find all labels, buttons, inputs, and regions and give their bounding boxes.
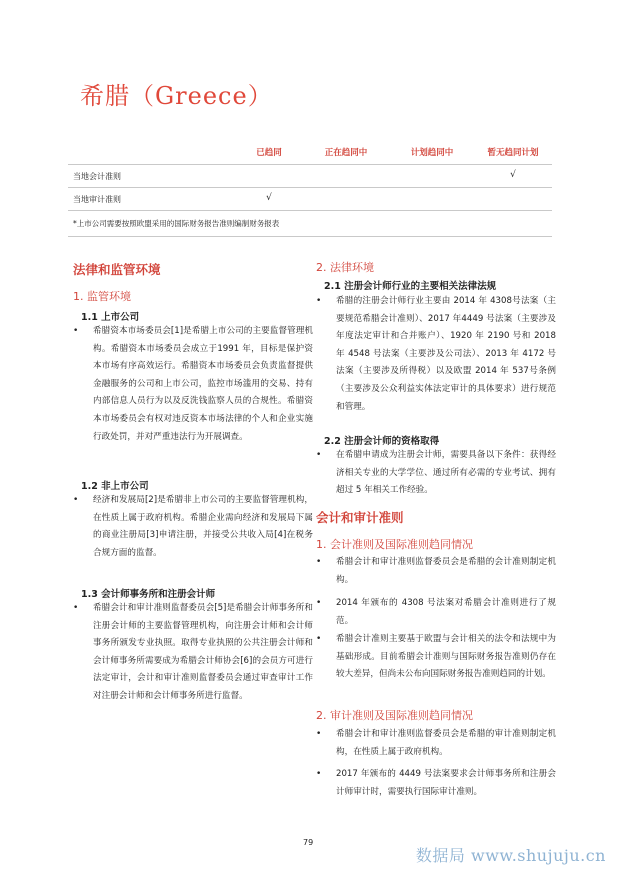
check-mark-icon: √ [510,170,516,180]
list-item: • 希腊资本市场委员会[1]是希腊上市公司的主要监督管理机构。希腊资本市场委员会成立于1991 年，目标是保护资本市场有序高效运行。希腊资本市场委员会负责监督提供金融服务的公司和上市公司，监控市场滥用的交易、持有内部信息人员行为以及反洗钱监察人员的合规性。希腊资本市场委员会有权对违反资本市场法律的个人和企业实施行政处罚，并对严重违法行为开展调查。 [73,323,313,446]
column-header-converged: 已趋同 [256,148,282,158]
page-number: 79 [303,838,314,847]
column-header-planned: 计划趋同中 [410,148,454,158]
list-item: • 经济和发展局[2]是希腊非上市公司的主要监督管理机构，在性质上属于政府机构。希腊企业需向经济和发展局下属的商业注册局[3]申请注册，并接受公共收入局[4]在税务合规方面的监督。 [73,492,313,562]
list-item: • 希腊会计和审计准则监督委员会是希腊的审计准则制定机构，在性质上属于政府机构。 [316,726,556,761]
subsubsection-title: 2.1 注册会计师行业的主要相关法律法规 [324,281,497,292]
subsection-title: 2. 审计准则及国际准则趋同情况 [316,709,473,722]
table-row [68,165,552,188]
table-header [68,142,552,165]
bullet-icon: • [73,603,79,613]
column-header-no-plan: 暂无趋同计划 [487,148,539,158]
bullet-icon: • [316,769,322,779]
subsection-title: 1. 监管环境 [73,290,131,303]
convergence-status-table [68,142,552,211]
subsection-title: 1. 会计准则及国际准则趋同情况 [316,538,473,551]
bullet-icon: • [316,598,322,608]
list-item: • 2014 年颁布的 4308 号法案对希腊会计准则进行了规范。 [316,595,556,630]
column-header-converging: 正在趋同中 [324,148,368,158]
row-label-auditing: 当地审计准则 [73,195,121,204]
list-item: • 希腊会计准则主要基于欧盟与会计相关的法令和法规中为基础形成。目前希腊会计准则与国际财务报告准则仍存在较大差异，但尚未公布向国际财务报告准则趋同的计划。 [316,631,556,684]
section-title-legal: 法律和监管环境 [73,262,161,277]
bullet-icon: • [73,495,79,505]
table-row [68,188,552,211]
bullet-icon: • [316,729,322,739]
bullet-icon: • [73,326,79,336]
subsubsection-title: 1.2 非上市公司 [81,481,149,492]
row-label-accounting: 当地会计准则 [73,172,121,181]
subsubsection-title: 1.1 上市公司 [81,312,140,323]
list-item: • 希腊的注册会计师行业主要由 2014 年 4308号法案（主要规范希腊会计准则）、2017 年4449 号法案（主要涉及年度法定审计和合并账户）、1920 年 2190 号和 2018 年 4548 号法案（主要涉及公司法）、2013 年 4172 号法案（主要涉及所得税）以及欧盟 2014 年 537号条例（主要涉及公众利益实体法定审计的具体要求）进行规范和管理。 [316,293,556,416]
list-item: • 希腊会计和审计准则监督委员会是希腊的会计准则制定机构。 [316,554,556,589]
check-mark-icon: √ [266,193,272,203]
subsection-title: 2. 法律环境 [316,261,374,274]
bullet-icon: • [316,296,322,306]
bullet-icon: • [316,450,322,460]
list-item: • 2017 年颁布的 4449 号法案要求会计师事务所和注册会计师审计时，需要执行国际审计准则。 [316,766,556,801]
section-title-standards: 会计和审计准则 [316,510,404,525]
subsubsection-title: 2.2 注册会计师的资格取得 [324,436,440,447]
subsubsection-title: 1.3 会计师事务所和注册会计师 [81,589,216,600]
bullet-icon: • [316,634,322,644]
page-title: 希腊（Greece） [80,82,273,110]
watermark: 数据局 www.shujuju.cn [415,846,606,865]
list-item: • 希腊会计和审计准则监督委员会[5]是希腊会计师事务所和注册会计师的主要监督管理机构，向注册会计师和会计师事务所颁发专业执照。取得专业执照的公共注册会计师和会计师事务所需要成为希腊会计师协会[6]的会员方可进行法定审计，会计和审计准则监督委员会通过审查审计工作对注册会计师和会计师事务所进行监督。 [73,600,313,706]
list-item: • 在希腊申请成为注册会计师，需要具备以下条件：获得经济相关专业的大学学位、通过所有必需的专业考试、拥有超过 5 年相关工作经验。 [316,447,556,500]
table-footnote: *上市公司需要按照欧盟采用的国际财务报告准则编制财务报表 [73,219,280,228]
bullet-icon: • [316,557,322,567]
divider [68,236,552,237]
